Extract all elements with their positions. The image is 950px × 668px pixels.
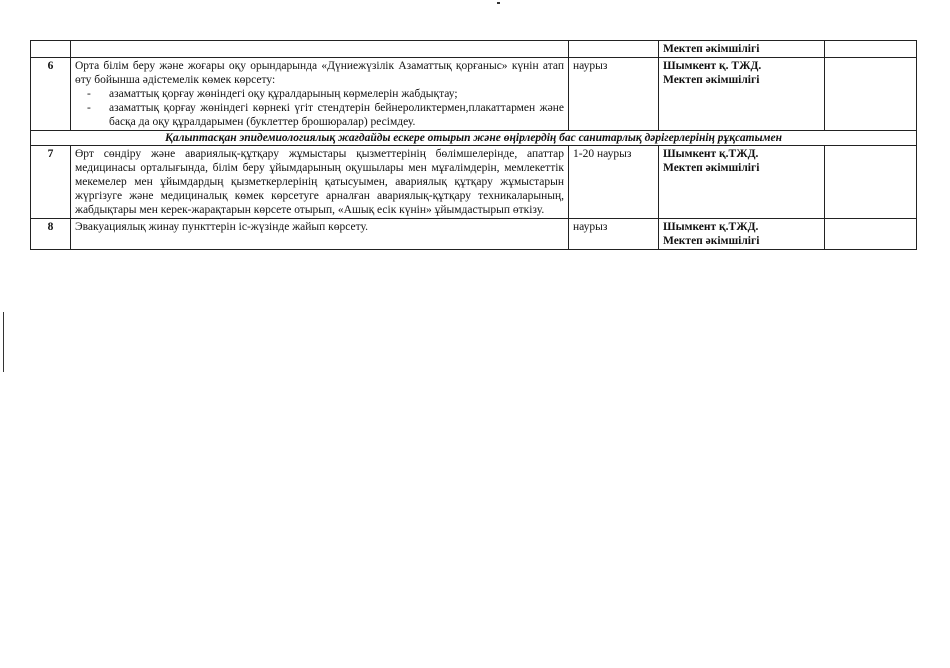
section-heading-row xyxy=(31,131,917,146)
responsible-line: Мектеп әкімшілігі xyxy=(663,74,760,86)
responsible-line: Шымкент қ.ТЖД. xyxy=(663,221,759,233)
note-cell xyxy=(825,41,917,58)
note-cell xyxy=(825,146,917,219)
term-cell xyxy=(569,41,659,58)
table-row xyxy=(31,146,917,219)
list-item: - азаматтық қорғау жөніндегі оқу құралдарының көрмелерін жабдықтау; xyxy=(109,87,564,101)
responsible-line: Мектеп әкімшілігі xyxy=(663,235,760,247)
description-cell xyxy=(71,58,569,131)
table-row xyxy=(31,219,917,250)
bullet-list xyxy=(75,87,564,129)
responsible-cell xyxy=(659,219,825,250)
responsible-cell xyxy=(659,146,825,219)
row-number-cell: 6 xyxy=(31,58,71,131)
responsible-line: Шымкент қ.ТЖД. xyxy=(663,148,759,160)
responsible-line: Мектеп әкімшілігі xyxy=(663,162,760,174)
note-cell xyxy=(825,219,917,250)
row-number-cell xyxy=(31,41,71,58)
row-number-cell: 7 xyxy=(31,146,71,219)
description-cell xyxy=(71,41,569,58)
scan-artifact-top xyxy=(497,2,500,4)
term-cell: наурыз xyxy=(569,219,659,250)
list-item: - азаматтық қорғау жөніндегі көрнекі үгіт стендтерін бейнероликтермен,плакаттармен және басқа да оқу құралдарымен (буклеттер брошюралар) ресімдеу. xyxy=(109,101,564,129)
scan-artifact-left xyxy=(3,312,4,372)
table-row xyxy=(31,41,917,58)
description-intro: Орта білім беру және жоғары оқу орындарында «Дүниежүзілік Азаматтық қорғаныс» күнін атап өту бойынша әдістемелік көмек көрсету: xyxy=(75,60,564,86)
row-number-cell: 8 xyxy=(31,219,71,250)
responsible-line: Шымкент қ. ТЖД. xyxy=(663,60,762,72)
activity-plan-table xyxy=(30,40,917,250)
term-cell: 1-20 наурыз xyxy=(569,146,659,219)
note-cell xyxy=(825,58,917,131)
section-heading: Қалыптасқан эпидемиологиялық жағдайды ескере отырып және өңірлердің бас санитарлық дәрігерлерінің рұқсатымен xyxy=(31,131,917,146)
term-cell: наурыз xyxy=(569,58,659,131)
description-cell: Өрт сөндіру және авариялық-құтқару жұмыстары қызметтерінің бөлімшелерінде, апаттар медицинасы орталығында, білім беру ұйымдарының оқушылары мен мұғалімдерін, мемлекеттік мекемелер мен ұйымдардың қызметкерлерінің қатысуымен, авариялық құтқару жұмыстарын жүргізуге және медициналық көмек көрсетуге арналған авариялық-құтқару техникаларының, жабдықтары мен керек-жарақтарын көрсете отырып, «Ашық есік күнін» ұйымдастырып өткізу. xyxy=(71,146,569,219)
description-cell: Эвакуациялық жинау пункттерін іс-жүзінде жайып көрсету. xyxy=(71,219,569,250)
table-row xyxy=(31,58,917,131)
responsible-cell: Мектеп әкімшілігі xyxy=(659,41,825,58)
responsible-cell xyxy=(659,58,825,131)
